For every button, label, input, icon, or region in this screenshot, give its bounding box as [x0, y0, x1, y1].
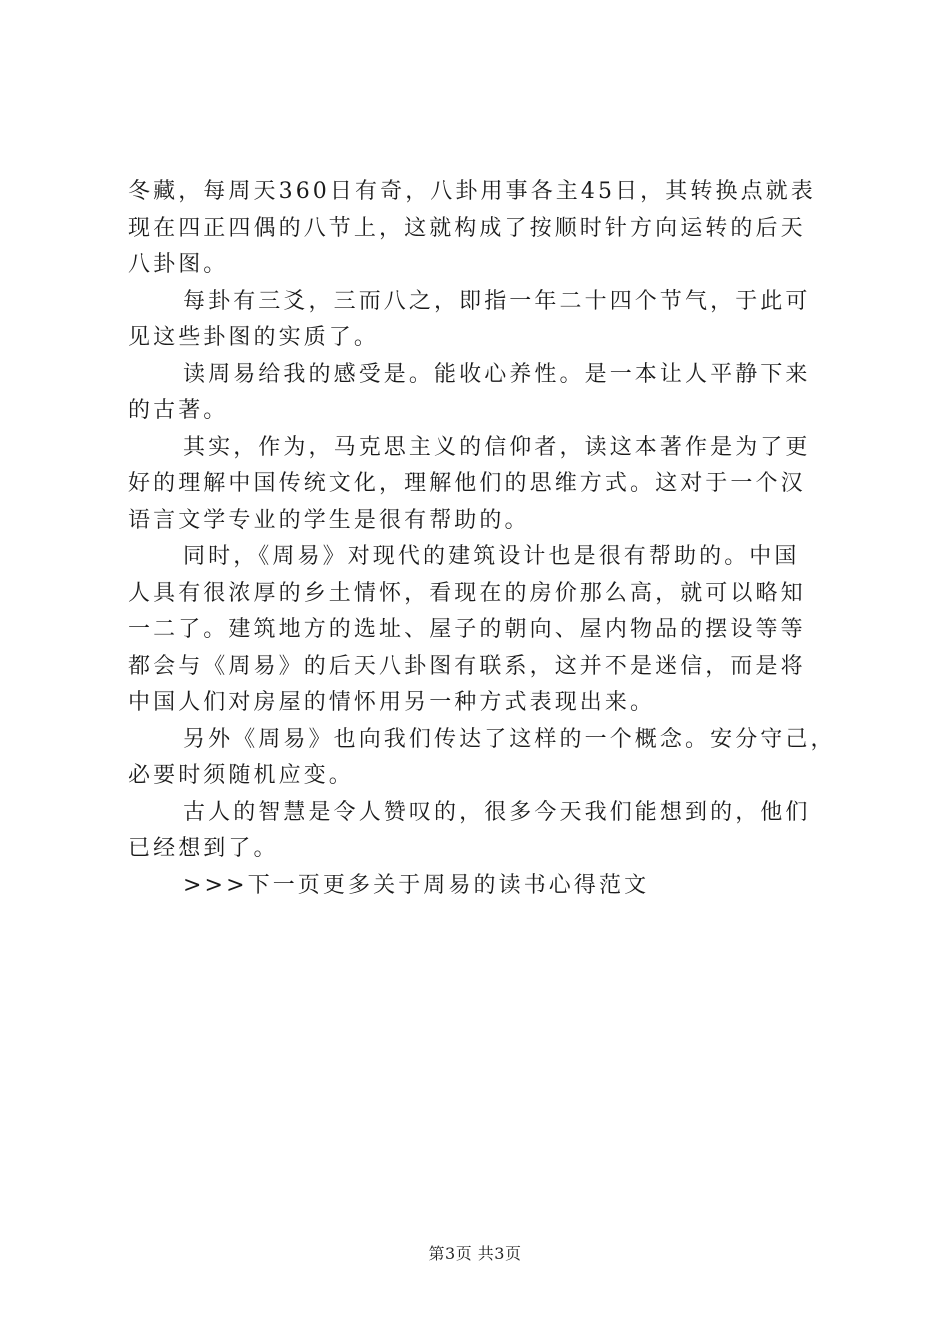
text-line: 都会与《周易》的后天八卦图有联系，这并不是迷信，而是将	[128, 653, 806, 679]
text-line: 人具有很浓厚的乡土情怀，看现在的房价那么高，就可以略知	[128, 580, 806, 606]
document-body	[128, 174, 840, 904]
text-line: 同时，《周易》对现代的建筑设计也是很有帮助的。中国	[183, 544, 800, 569]
text-line: 的古著。	[128, 398, 229, 423]
text-line: 现在四正四偶的八节上，这就构成了按顺时针方向运转的后天	[128, 215, 806, 241]
text-line: 八卦图。	[128, 252, 229, 277]
text-line: 读周易给我的感受是。能收心养性。是一本让人平静下来	[183, 361, 811, 387]
text-line: 一二了。建筑地方的选址、屋子的朝向、屋内物品的摆设等等	[128, 617, 806, 642]
text-line: 语言文学专业的学生是很有帮助的。	[128, 507, 530, 533]
text-line: 每卦有三爻，三而八之，即指一年二十四个节气，于此可	[183, 288, 811, 314]
text-line: 见这些卦图的实质了。	[128, 325, 380, 350]
text-line: 冬藏，每周天360日有奇，八卦用事各主45日，其转换点就表	[128, 179, 816, 204]
text-line: 已经想到了。	[128, 836, 279, 861]
text-line: 古人的智慧是令人赞叹的，很多今天我们能想到的，他们	[183, 799, 811, 825]
page-footer: 第3页 共3页	[428, 1244, 522, 1263]
text-line: 其实，作为，马克思主义的信仰者，读这本著作是为了更	[183, 434, 811, 460]
text-line: 必要时须随机应变。	[128, 763, 354, 788]
text-line: 另外《周易》也向我们传达了这样的一个概念。安分守己，	[183, 726, 836, 752]
text-line: 好的理解中国传统文化，理解他们的思维方式。这对于一个汉	[128, 471, 806, 496]
next-page-link-text: >>>下一页更多关于周易的读书心得范文	[183, 872, 650, 898]
text-line: 中国人们对房屋的情怀用另一种方式表现出来。	[128, 690, 656, 715]
